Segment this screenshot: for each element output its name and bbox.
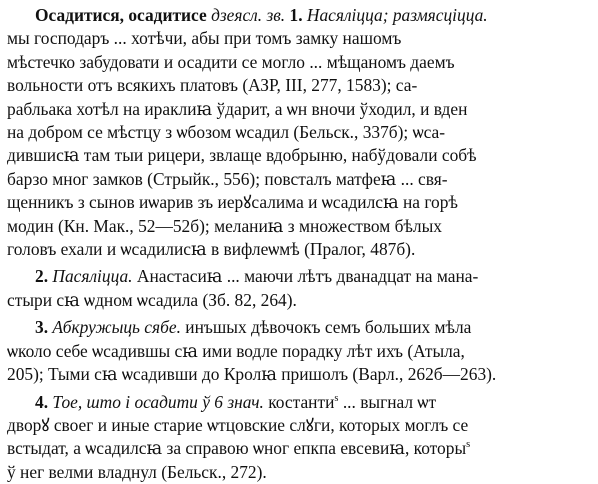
entry-line: ў нег велми владнул (Бельск., 272).	[7, 461, 590, 484]
entry-line	[7, 265, 590, 288]
entry-line: дворꙋ своег и иные старие ѡтцовские слꙋги, которых моглъ се	[7, 414, 590, 437]
entry-line	[7, 4, 590, 27]
entry-line	[7, 391, 590, 414]
entry-sense-4	[7, 391, 590, 484]
entry-sense-2	[7, 265, 590, 312]
entry-line: мы господаръ ... хотѣчи, абы при томъ замку нашомъ	[7, 27, 590, 50]
entry-sense-3	[7, 316, 590, 386]
sense-definition: Насяліцца; размясціцца.	[307, 5, 488, 25]
sense-number: 2.	[35, 266, 48, 286]
entry-line	[7, 437, 590, 460]
sense-text: ... выгнал ѡт	[343, 392, 436, 412]
superscript-mark: s	[334, 393, 338, 404]
sense-text: костанти	[268, 392, 334, 412]
entry-line	[7, 316, 590, 339]
sense-definition: Тое, што і осадити ў 6 знач.	[52, 392, 263, 412]
entry-line: 205); Тыми сꙗ ѡсадивши до Кролꙗ пришолъ (Варл., 262б—263).	[7, 363, 590, 386]
entry-line: дившисꙗ там тыи рицери, звлаще вдобрыню, набўдовали собѣ	[7, 144, 590, 167]
entry-line: рабльака хотѣл на ираклиꙗ ўдарит, а ѡн вночи ўходил, и вден	[7, 98, 590, 121]
entry-line: мѣстечко забудовати и осадити се могло ... мѣщаномъ даемъ	[7, 51, 590, 74]
entry-line: барзо мног замков (Стрыйк., 556); повсталъ матфеꙗ ... свя-	[7, 168, 590, 191]
entry-line: вольности отъ всякихъ платовъ (АЗР, III, 277, 1583); са-	[7, 74, 590, 97]
sense-number: 4.	[35, 392, 48, 412]
entry-line: модин (Кн. Мак., 52—52б); меланиꙗ з множеством бѣлых	[7, 215, 590, 238]
entry-line: щенникъ з сынов иѡарив зъ иерꙋсалима и ѡсадилсꙗ на горѣ	[7, 191, 590, 214]
entry-line: стыри сꙗ ѡдном ѡсадила (Зб. 82, 264).	[7, 289, 590, 312]
entry-line: головъ ехали и ѡсадилисꙗ в вифлеѡмѣ (Пралог, 487б).	[7, 238, 590, 261]
sense-number: 3.	[35, 317, 48, 337]
headword: Осадитися, осадитисе	[35, 5, 207, 25]
sense-text: Анастасиꙗ ... маючи лѣтъ дванадцат на мана-	[137, 266, 478, 286]
superscript-mark: s	[466, 440, 470, 451]
grammar-label: дзеясл. зв.	[211, 5, 285, 25]
sense-definition: Пасяліцца.	[52, 266, 132, 286]
sense-definition: Абкружыць сябе.	[52, 317, 181, 337]
entry-line: на добром се мѣстцу з ѡбозом ѡсадил (Бельск., 337б); ѡса-	[7, 121, 590, 144]
sense-text: инъшых дѣвочокъ семъ больших мѣла	[185, 317, 471, 337]
entry-sense-1	[7, 4, 590, 261]
entry-line: ѡколо себе ѡсадившы сꙗ ими водле порадку лѣт ихъ (Атыла,	[7, 340, 590, 363]
sense-text: встыдат, а ѡсадилсꙗ за справою ѡног епкпа евсевиꙗ, которы	[7, 438, 466, 458]
sense-number: 1.	[290, 5, 303, 25]
